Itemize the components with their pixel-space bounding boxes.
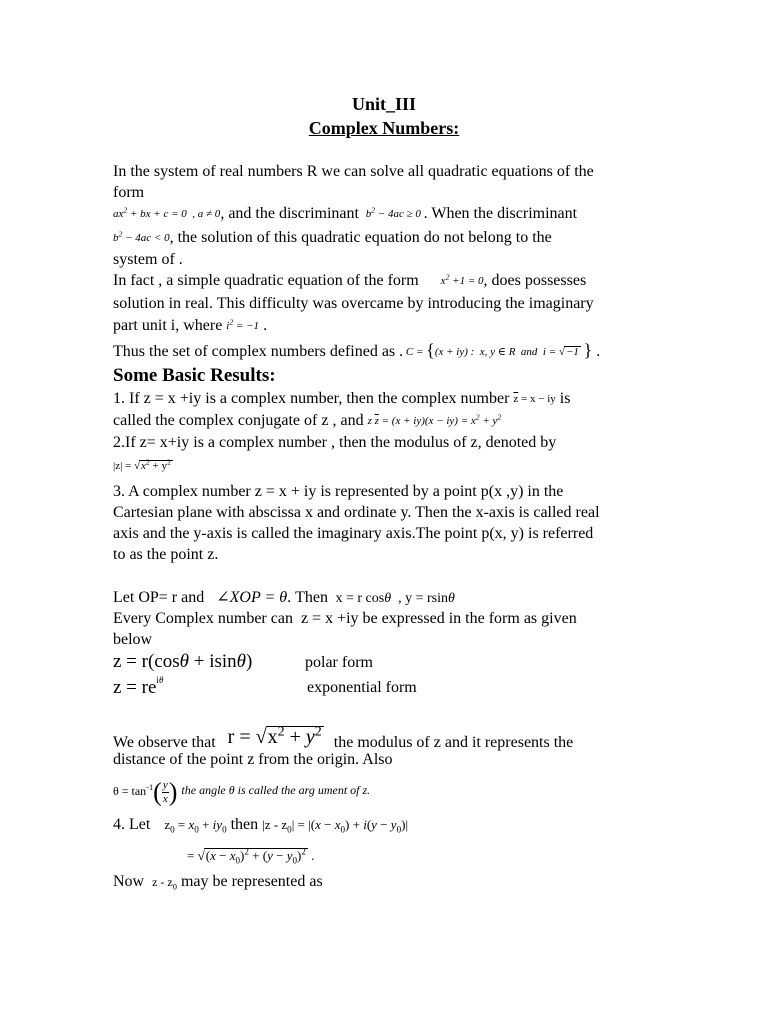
intro-line-4	[113, 228, 552, 248]
z-zbar-product-formula: z $\overline{z} = (x + iy)(x - iy) = x^2 + y^2$	[367, 412, 502, 427]
z-equals-x-iy: z = x +iy	[300, 610, 359, 627]
x-squared-plus-one-formula: $x^2 +1 = 0$	[440, 272, 484, 287]
intro-line-7: solution in real. This difficulty was overcame by introducing the imaginary	[113, 295, 594, 312]
result-3-line-c: axis and the y-axis is called the imaginary axis.The point p(x, y) is referred	[113, 525, 594, 542]
distance-line: distance of the point z from the origin. Also	[113, 751, 393, 768]
observe-text: We observe that	[113, 734, 216, 751]
polar-let-line	[113, 588, 455, 609]
result-1-line-b	[113, 411, 501, 431]
now-b-text: may be represented as	[180, 873, 323, 890]
intro-line-1: In the system of real numbers R we can solve all quadratic equations of the	[113, 163, 594, 180]
intro-line-8: part unit i, where $i^2 = -1$ .	[113, 317, 268, 334]
conjugate-formula: $\overline{z} = x$ − iy	[513, 393, 556, 405]
polar-below-line: below	[113, 631, 153, 648]
polar-let-text: Let OP= r and	[113, 589, 205, 606]
quadratic-equation-formula: $ax^2$ + bx + c = 0 , a ≠ 0	[113, 205, 221, 220]
angle-xop-formula: ∠XOP = θ	[216, 589, 288, 606]
r-modulus-formula: $r = √x^2 + y^2$	[227, 724, 322, 748]
observe-line	[113, 726, 573, 753]
negative-discriminant-formula: $b^2 - 4ac < 0$	[113, 229, 170, 244]
observe-b-text: the modulus of z and it represents the	[333, 734, 574, 751]
intro-line-2: form	[113, 184, 145, 201]
exponential-form-label: exponential form	[307, 679, 417, 696]
xy-polar-formula: x = r cosθ , y = rsinθ	[331, 591, 455, 606]
distance-formula: = $√(x - x_0)^2 + (y - y_0)^2$ .	[187, 846, 315, 866]
polar-then-text: . Then	[287, 589, 328, 606]
intro-line-6	[113, 271, 586, 291]
argument-line	[113, 776, 370, 806]
modulus-formula: $|z| = √x^2 + y^2$	[113, 457, 171, 472]
i-squared-formula: $i^2 = -1$	[226, 317, 260, 332]
item-4-let-text: 4. Let	[113, 816, 151, 833]
result-3-line-b: Cartesian plane with abscissa x and ordinate y. Then the x-axis is called real	[113, 504, 600, 521]
argument-text: the angle θ is called the arg ument of z.	[181, 783, 371, 797]
intro-line-5: system of .	[113, 251, 183, 268]
polar-form-label: polar form	[305, 654, 373, 671]
polar-every-b-text: be expressed in the form as given	[362, 610, 577, 627]
intro-line-8a: part unit i, where	[113, 317, 223, 334]
item-4-then-text: then	[230, 816, 259, 833]
intro-line-6b: , does possesses	[483, 272, 587, 289]
result-1b-text: is	[559, 390, 571, 407]
intro-line-3a: , and the discriminant	[220, 205, 359, 222]
complex-set-definition: C = {(x + iy) : x, y ∈ R and i = √−1 }	[403, 340, 593, 360]
intro-line-9a: Thus the set of complex numbers defined as .	[113, 343, 404, 360]
z-minus-z0-formula: $|z - z_0| = |(x - x_0) + i(y - y_0)|$	[262, 817, 409, 835]
result-1c-text: called the complex conjugate of z , and	[113, 412, 364, 429]
intro-line-3	[113, 204, 577, 224]
intro-line-3b: . When the discriminant	[423, 205, 578, 222]
result-3-line-a: 3. A complex number z = x + iy is represented by a point p(x ,y) in the	[113, 483, 564, 500]
section-title: Complex Numbers:	[308, 118, 460, 138]
intro-line-9: Thus the set of complex numbers defined as . C = {(x + iy) : x, y ∈ R and i = √−1 } .	[113, 340, 601, 360]
result-1a-text: 1. If z = x +iy is a complex number, then the complex number	[113, 390, 510, 407]
result-2-line: 2.If z= x+iy is a complex number , then the modulus of z, denoted by	[113, 434, 557, 451]
now-text: Now	[113, 873, 145, 890]
theta-tan-inverse-formula: $\theta = \tan^{-1}$( $\frac{y}{x}$ )	[113, 777, 178, 807]
now-line	[113, 872, 323, 892]
exponential-form-formula: $z = re^{i\theta}$	[113, 675, 164, 698]
intro-line-4-text: , the solution of this quadratic equation do not belong to the	[169, 229, 552, 246]
basic-results-heading: Some Basic Results:	[113, 365, 276, 386]
item-4-line	[113, 815, 408, 835]
polar-form-formula: z = r(cosθ + isinθ)	[113, 651, 253, 672]
polar-every-text: Every Complex number can	[113, 610, 293, 627]
result-1-line-a	[113, 389, 570, 409]
result-3-line-d: to as the point z.	[113, 546, 219, 563]
intro-line-6a: In fact , a simple quadratic equation of the form	[113, 272, 419, 289]
unit-title: Unit_III	[351, 94, 417, 114]
z0-definition: $z_0 = x_0 + iy_0$	[164, 817, 227, 835]
z-z0-expression: z - $z_0$	[152, 875, 177, 892]
polar-every-line	[113, 609, 577, 629]
discriminant-formula: $b^2 - 4ac \ge 0$	[362, 205, 424, 220]
